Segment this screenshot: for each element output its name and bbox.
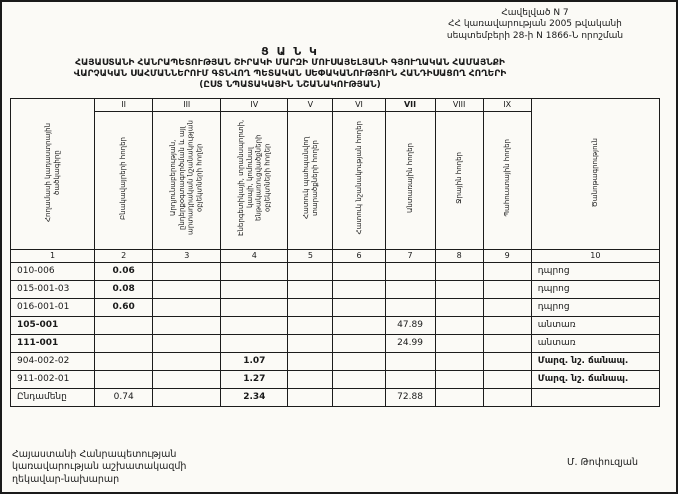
appendix-line: ՀՀ կառավարության 2005 թվականի bbox=[448, 19, 622, 30]
area-cell bbox=[221, 280, 288, 298]
area-cell bbox=[435, 352, 483, 370]
area-cell bbox=[483, 388, 531, 406]
area-cell bbox=[153, 352, 221, 370]
category-header-cell bbox=[483, 111, 531, 249]
area-cell bbox=[435, 388, 483, 406]
category-header-cell bbox=[153, 111, 221, 249]
note: Մարզ. նշ. ճանապ. bbox=[531, 352, 659, 370]
note: անտառ bbox=[531, 316, 659, 334]
area-value: 0.60 bbox=[95, 298, 153, 316]
cadastral-code: 911-002-01 bbox=[11, 370, 95, 388]
total-value: 0.74 bbox=[95, 388, 153, 406]
cadastral-code-header-cell bbox=[11, 98, 95, 249]
area-cell bbox=[483, 280, 531, 298]
appendix-line: Հավելված N 7 bbox=[501, 8, 569, 18]
category-header-cell bbox=[435, 111, 483, 249]
roman-numeral: VII bbox=[385, 98, 435, 111]
table-row bbox=[11, 370, 660, 388]
table-row bbox=[11, 298, 660, 316]
area-cell bbox=[385, 280, 435, 298]
area-cell bbox=[288, 280, 333, 298]
area-cell bbox=[333, 316, 385, 334]
area-cell bbox=[333, 280, 385, 298]
area-cell bbox=[153, 334, 221, 352]
area-cell bbox=[288, 370, 333, 388]
area-cell bbox=[435, 280, 483, 298]
area-cell bbox=[288, 334, 333, 352]
category-header-label: Ջրային հողեր bbox=[454, 152, 463, 204]
cadastral-code: 010-006 bbox=[11, 262, 95, 280]
category-header-label: Հատուկ նշանակության հողեր bbox=[354, 121, 363, 235]
area-cell bbox=[435, 298, 483, 316]
column-number: 1 bbox=[11, 249, 95, 262]
area-cell bbox=[153, 370, 221, 388]
note: անտառ bbox=[531, 334, 659, 352]
area-cell bbox=[288, 352, 333, 370]
area-cell bbox=[333, 262, 385, 280]
table-row bbox=[11, 316, 660, 334]
column-number: 2 bbox=[95, 249, 153, 262]
category-header-label: Էներգետիկայի, տրանսպորտի, կապի, կոմունալ ենթակառուցվածքների օբյեկտների հողեր bbox=[236, 119, 272, 237]
column-number: 7 bbox=[385, 249, 435, 262]
signatory-block bbox=[12, 449, 186, 486]
table-row bbox=[11, 334, 660, 352]
column-number: 9 bbox=[483, 249, 531, 262]
area-cell bbox=[221, 334, 288, 352]
area-cell bbox=[435, 370, 483, 388]
roman-numeral: III bbox=[153, 98, 221, 111]
area-cell bbox=[288, 262, 333, 280]
area-cell bbox=[288, 388, 333, 406]
area-cell bbox=[221, 262, 288, 280]
area-cell bbox=[153, 298, 221, 316]
document-subtitle-line: (ԸՍՏ ՆՊԱՏԱԿԱՅԻՆ ՆՇԱՆԱԿՈՒԹՅԱՆ) bbox=[199, 80, 381, 91]
area-cell bbox=[483, 334, 531, 352]
document-title: Ց Ա Ն Կ bbox=[261, 44, 319, 58]
area-cell bbox=[483, 316, 531, 334]
area-cell bbox=[385, 262, 435, 280]
category-header-label: Արդյունաբերության, ընդերքօգտագործման և այլ արտադրական նշանակության օբյեկտների հողեր bbox=[169, 120, 204, 236]
area-cell bbox=[95, 334, 153, 352]
signature-name: Մ. Թոփուզյան bbox=[566, 457, 638, 468]
area-cell bbox=[333, 388, 385, 406]
signatory-line: կառավարության աշխատակազմի bbox=[12, 461, 187, 473]
area-cell bbox=[288, 316, 333, 334]
category-header-label: Անտառային հողեր bbox=[405, 143, 414, 213]
area-cell bbox=[333, 334, 385, 352]
note: դպրոց bbox=[531, 262, 659, 280]
area-cell bbox=[483, 370, 531, 388]
document-subtitle-line: ՎԱՐՉԱԿԱՆ ՍԱՀՄԱՆՆԵՐՈՒՄ ԳՏՆՎՈՂ ՊԵՏԱԿԱՆ ՍԵՓԱԿԱՆՈՒԹՅՈՒՆ ՀԱՆԴԻՍԱՑՈՂ ՀՈՂԵՐԻ bbox=[73, 69, 507, 79]
area-cell bbox=[435, 316, 483, 334]
note: դպրոց bbox=[531, 298, 659, 316]
cadastral-code: 015-001-03 bbox=[11, 280, 95, 298]
area-value: 47.89 bbox=[385, 316, 435, 334]
area-cell bbox=[221, 298, 288, 316]
note: դպրոց bbox=[531, 280, 659, 298]
note bbox=[531, 388, 659, 406]
category-header-label: Պահուստային հողեր bbox=[502, 139, 511, 217]
area-value: 0.06 bbox=[95, 262, 153, 280]
column-number-row bbox=[11, 249, 660, 262]
area-value: 24.99 bbox=[385, 334, 435, 352]
area-cell bbox=[385, 370, 435, 388]
appendix-line: սեպտեմբերի 28-ի N 1866-Ն որոշման bbox=[446, 30, 624, 41]
area-cell bbox=[333, 370, 385, 388]
category-header-label: Բնակավայրերի հողեր bbox=[119, 136, 128, 220]
land-parcels-table bbox=[10, 98, 660, 407]
table-row bbox=[11, 352, 660, 370]
area-cell bbox=[483, 298, 531, 316]
area-cell bbox=[153, 388, 221, 406]
signatory-line: Հայաստանի Հանրապետության bbox=[12, 448, 177, 460]
category-header-cell bbox=[221, 111, 288, 249]
area-cell bbox=[95, 352, 153, 370]
category-header-cell bbox=[333, 111, 385, 249]
note: Մարզ. նշ. ճանապ. bbox=[531, 370, 659, 388]
cadastral-code: 111-001 bbox=[11, 334, 95, 352]
total-value: 72.88 bbox=[385, 388, 435, 406]
total-value: 2.34 bbox=[221, 388, 288, 406]
area-cell bbox=[221, 316, 288, 334]
roman-numeral: IV bbox=[221, 98, 288, 111]
area-cell bbox=[333, 298, 385, 316]
column-number: 5 bbox=[288, 249, 333, 262]
cadastral-code-header-label: Հողամասի կադաստրային ծածկագիրը bbox=[43, 122, 61, 223]
note-header-label: Ծանոթագրություն bbox=[590, 137, 599, 208]
category-header-cell bbox=[95, 111, 153, 249]
area-cell bbox=[153, 262, 221, 280]
area-value: 1.07 bbox=[221, 352, 288, 370]
cadastral-code: 016-001-01 bbox=[11, 298, 95, 316]
totals-row bbox=[11, 388, 660, 406]
category-header-cell bbox=[385, 111, 435, 249]
roman-numeral: VI bbox=[333, 98, 385, 111]
totals-label: Ընդամենը bbox=[11, 388, 95, 406]
column-number: 10 bbox=[531, 249, 659, 262]
signatory-line: ղեկավար-նախարար bbox=[12, 473, 120, 485]
note-header-cell bbox=[531, 98, 659, 249]
area-value: 0.08 bbox=[95, 280, 153, 298]
roman-numeral: VIII bbox=[435, 98, 483, 111]
roman-numeral: IX bbox=[483, 98, 531, 111]
column-number: 3 bbox=[153, 249, 221, 262]
area-value: 1.27 bbox=[221, 370, 288, 388]
area-cell bbox=[153, 316, 221, 334]
area-cell bbox=[95, 316, 153, 334]
appendix-block bbox=[430, 6, 640, 42]
table-row bbox=[11, 262, 660, 280]
area-cell bbox=[385, 298, 435, 316]
area-cell bbox=[153, 280, 221, 298]
area-cell bbox=[95, 370, 153, 388]
cadastral-code: 105-001 bbox=[11, 316, 95, 334]
area-cell bbox=[333, 352, 385, 370]
roman-numeral-row bbox=[11, 98, 660, 111]
roman-numeral: V bbox=[288, 98, 333, 111]
category-header-label: Հատուկ պահպանվող տարածքների հողեր bbox=[301, 136, 319, 220]
column-number: 4 bbox=[221, 249, 288, 262]
title-block bbox=[10, 45, 570, 92]
area-cell bbox=[288, 298, 333, 316]
area-cell bbox=[435, 262, 483, 280]
area-cell bbox=[385, 352, 435, 370]
document-subtitle-line: ՀԱՅԱՍՏԱՆԻ ՀԱՆՐԱՊԵՏՈՒԹՅԱՆ ՇԻՐԱԿԻ ՄԱՐԶԻ ՄՈՒՍԱՅԵԼՅԱՆԻ ԳՅՈՒՂԱԿԱՆ ՀԱՄԱՅՆՔԻ bbox=[75, 57, 505, 68]
column-number: 8 bbox=[435, 249, 483, 262]
table-row bbox=[11, 280, 660, 298]
area-cell bbox=[435, 334, 483, 352]
category-header-cell bbox=[288, 111, 333, 249]
area-cell bbox=[483, 262, 531, 280]
area-cell bbox=[483, 352, 531, 370]
column-number: 6 bbox=[333, 249, 385, 262]
cadastral-code: 904-002-02 bbox=[11, 352, 95, 370]
roman-numeral: II bbox=[95, 98, 153, 111]
